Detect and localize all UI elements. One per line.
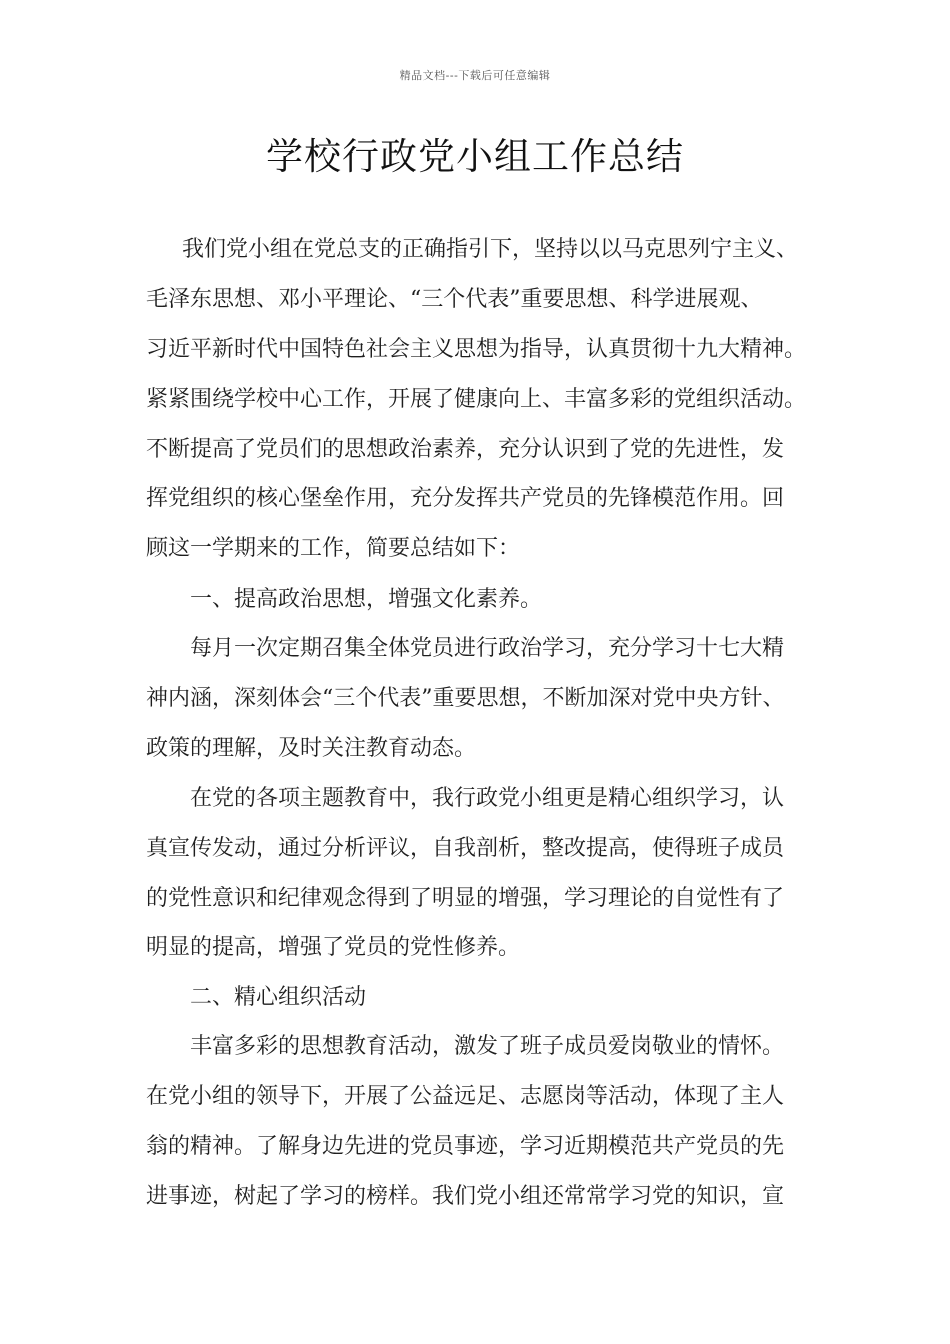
section-heading: 一、提高政治思想，增强文化素养。 <box>190 587 543 612</box>
paragraph-line: 习近平新时代中国特色社会主义思想为指导，认真贯彻十九大精神。 <box>146 337 807 362</box>
paragraph-line: 翁的精神。了解身边先进的党员事迹，学习近期模范共产党员的先 <box>146 1134 785 1159</box>
header-note: 精品文档---下载后可任意编辑 <box>399 69 551 82</box>
paragraph-line: 紧紧围绕学校中心工作，开展了健康向上、丰富多彩的党组织活动。 <box>146 387 807 412</box>
document-title: 学校行政党小组工作总结 <box>266 135 684 178</box>
paragraph-line: 真宣传发动，通过分析评议，自我剖析，整改提高，使得班子成员 <box>146 836 785 861</box>
paragraph-line: 神内涵，深刻体会“三个代表”重要思想，不断加深对党中央方针、 <box>146 686 785 711</box>
section-heading: 二、精心组织活动 <box>190 985 367 1010</box>
paragraph-line: 政策的理解，及时关注教育动态。 <box>146 736 477 761</box>
paragraph-line: 在党小组的领导下，开展了公益远足、志愿岗等活动，体现了主人 <box>146 1084 785 1109</box>
paragraph-line: 不断提高了党员们的思想政治素养，充分认识到了党的先进性，发 <box>146 437 785 462</box>
paragraph-line: 明显的提高，增强了党员的党性修养。 <box>146 935 521 960</box>
paragraph-line: 丰富多彩的思想教育活动，激发了班子成员爱岗敬业的情怀。 <box>190 1034 785 1059</box>
paragraph-line: 我们党小组在党总支的正确指引下，坚持以以马克思列宁主义、 <box>182 237 799 262</box>
paragraph-line: 毛泽东思想、邓小平理论、“三个代表”重要思想、科学进展观、 <box>146 287 763 312</box>
paragraph-line: 的党性意识和纪律观念得到了明显的增强，学习理论的自觉性有了 <box>146 886 785 911</box>
paragraph-line: 挥党组织的核心堡垒作用，充分发挥共产党员的先锋模范作用。回 <box>146 486 785 511</box>
paragraph-line: 进事迹，树起了学习的榜样。我们党小组还常常学习党的知识，宣 <box>146 1184 785 1209</box>
paragraph-line: 顾这一学期来的工作，简要总结如下： <box>146 536 521 561</box>
paragraph-line: 在党的各项主题教育中，我行政党小组更是精心组织学习，认 <box>190 786 785 811</box>
paragraph-line: 每月一次定期召集全体党员进行政治学习，充分学习十七大精 <box>190 636 785 661</box>
